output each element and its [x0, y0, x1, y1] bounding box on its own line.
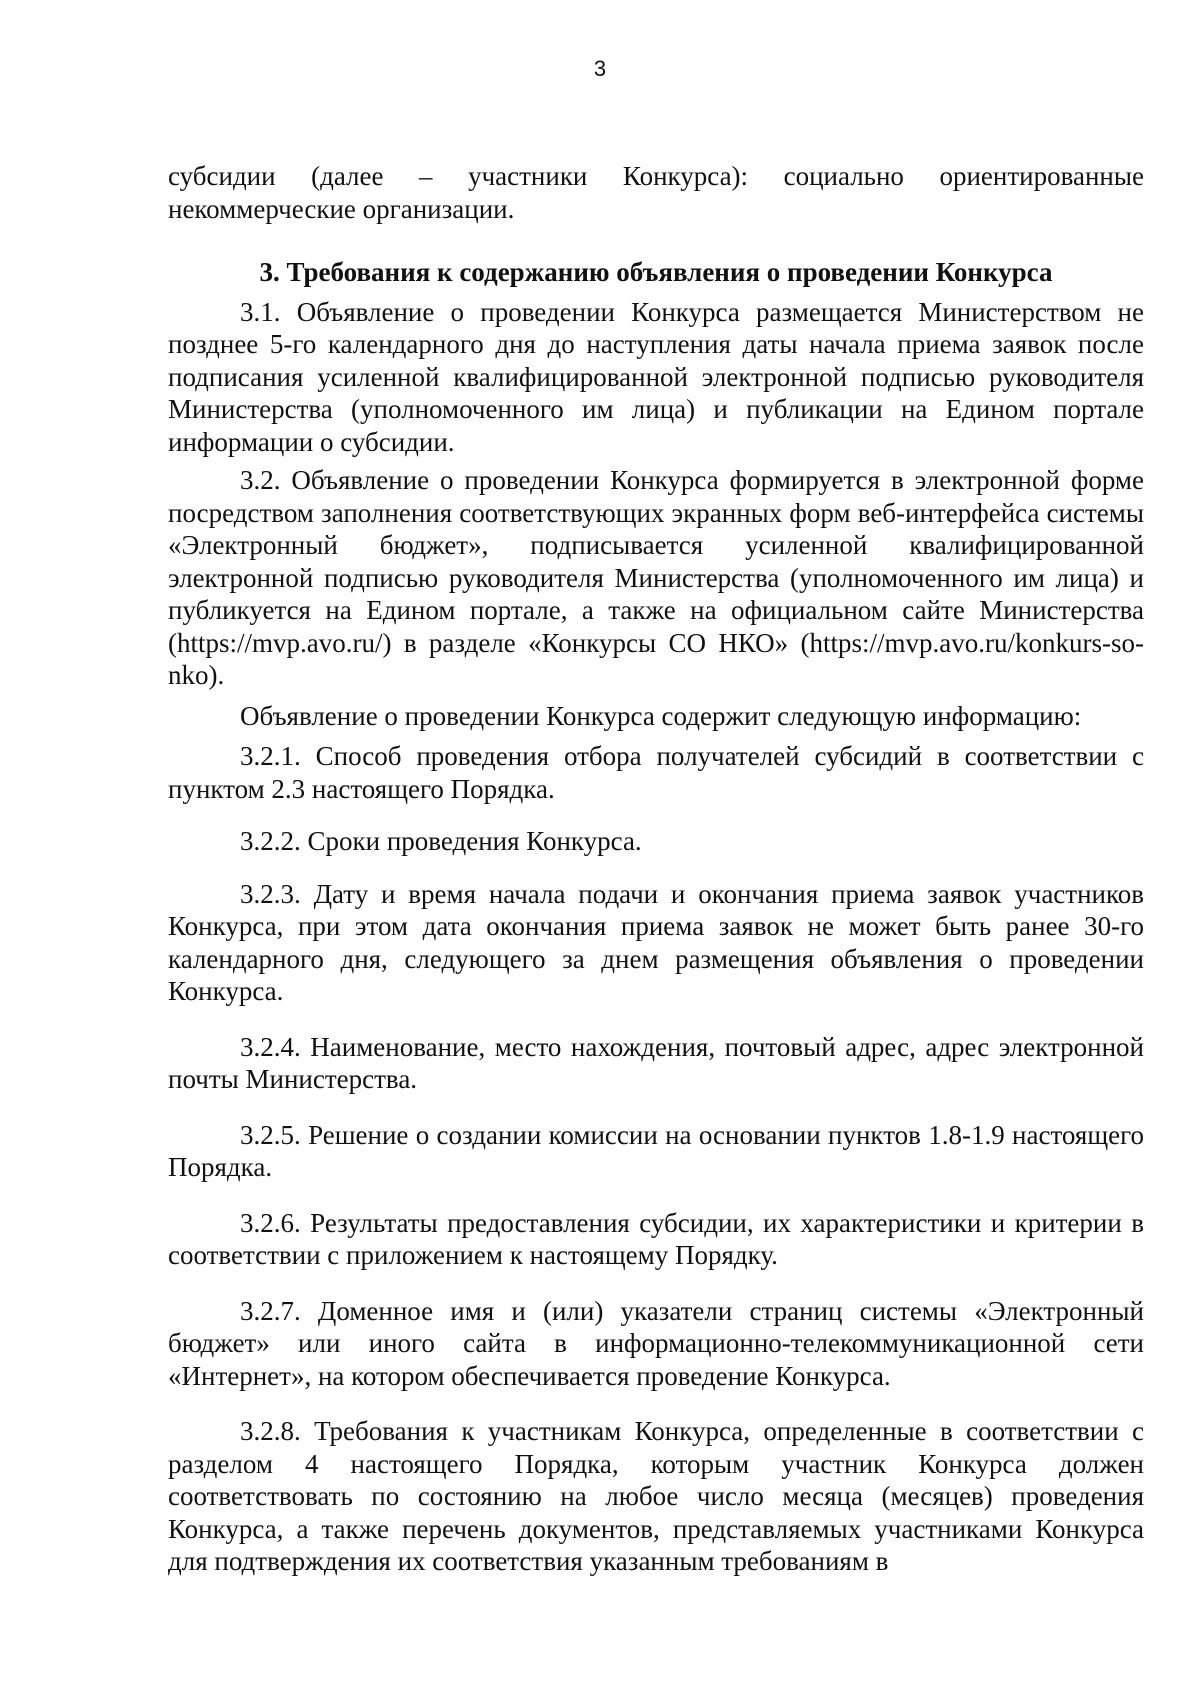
document-body: [168, 160, 1144, 1578]
paragraph-3-2: 3.2. Объявление о проведении Конкурса формируется в электронной форме посредством заполнения соответствующих экранных форм веб-интерфейса системы «Электронный бюджет», подписывается усиленной квалифицированной электронной подписью руководителя Министерства (уполномоченного им лица) и публикуется на Едином портале, а также на официальном сайте Министерства (https://mvp.avo.ru/) в разделе «Конкурсы СО НКО» (https://mvp.avo.ru/konkurs-so-nko).: [168, 465, 1144, 690]
paragraph-3-2-3: 3.2.3. Дату и время начала подачи и окончания приема заявок участников Конкурса, при этом дата окончания приема заявок не может быть ранее 30-го календарного дня, следующего за днем размещения объявления о проведении Конкурса.: [168, 878, 1144, 1006]
paragraph-3-1: 3.1. Объявление о проведении Конкурса размещается Министерством не позднее 5-го календарного дня до наступления даты начала приема заявок после подписания усиленной квалифицированной электронной подписью руководителя Министерства (уполномоченного им лица) и публикации на Едином портале информации о субсидии.: [168, 296, 1144, 457]
section-heading: 3. Требования к содержанию объявления о проведении Конкурса: [259, 257, 1053, 287]
paragraph-3-2-7: 3.2.7. Доменное имя и (или) указатели страниц системы «Электронный бюджет» или иного сайта в информационно-телекоммуникационной сети «Интернет», на котором обеспечивается проведение Конкурса.: [168, 1295, 1144, 1391]
page-number: 3: [593, 56, 607, 81]
paragraph-3-2-8: 3.2.8. Требования к участникам Конкурса, определенные в соответствии с разделом 4 настоящего Порядка, которым участник Конкурса должен соответствовать по состоянию на любое число месяца (месяцев) проведения Конкурса, а также перечень документов, представляемых участниками Конкурса для подтверждения их соответствия указанным требованиям в: [168, 1416, 1144, 1576]
paragraph-continuation: субсидии (далее – участники Конкурса): социально ориентированные некоммерческие организации.: [168, 161, 1144, 224]
paragraph-3-2-1: 3.2.1. Способ проведения отбора получателей субсидий в соответствии с пунктом 2.3 настоящего Порядка.: [168, 741, 1144, 804]
paragraph-3-2-4: 3.2.4. Наименование, место нахождения, почтовый адрес, адрес электронной почты Министерства.: [168, 1031, 1144, 1094]
paragraph-3-2-6: 3.2.6. Результаты предоставления субсидии, их характеристики и критерии в соответствии с приложением к настоящему Порядку.: [168, 1207, 1144, 1270]
paragraph-3-2-5: 3.2.5. Решение о создании комиссии на основании пунктов 1.8-1.9 настоящего Порядка.: [168, 1119, 1144, 1182]
paragraph-info-intro: Объявление о проведении Конкурса содержит следующую информацию:: [240, 700, 1082, 731]
paragraph-3-2-2: 3.2.2. Сроки проведения Конкурса.: [240, 826, 642, 856]
